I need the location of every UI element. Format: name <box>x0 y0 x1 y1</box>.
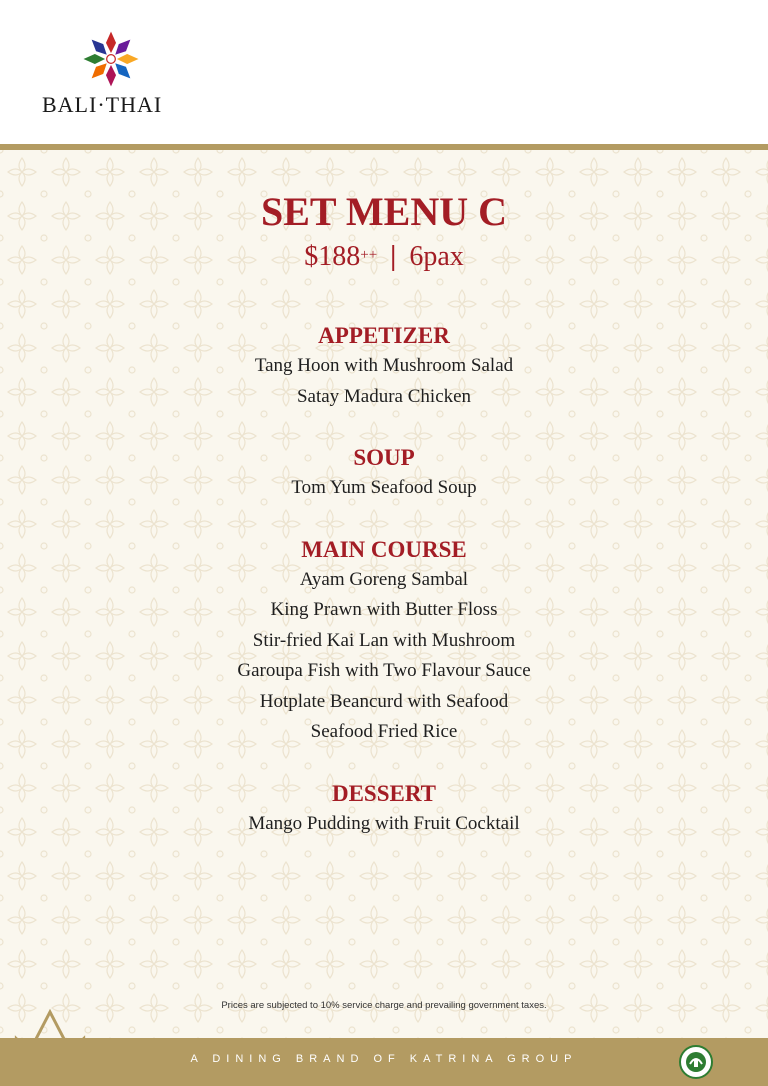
header <box>0 0 768 144</box>
section-title: MAIN COURSE <box>301 536 467 562</box>
section-dessert <box>0 779 768 840</box>
katrina-group-logo-icon <box>678 1044 714 1080</box>
price-suffix: ++ <box>360 247 378 263</box>
brand-name: BALI·THAI <box>42 92 163 117</box>
menu-title: SET MENU C <box>261 189 507 234</box>
dish-item: Seafood Fried Rice <box>310 721 458 742</box>
dish-item: Satay Madura Chicken <box>296 385 472 407</box>
dish-item: Hotplate Beancurd with Seafood <box>259 690 509 712</box>
bali-thai-flower-logo-icon <box>80 28 142 90</box>
price-value: $188 <box>304 241 361 272</box>
section-appetizer <box>0 321 768 412</box>
dish-item: Tom Yum Seafood Soup <box>291 477 477 498</box>
price-disclaimer: Prices are subjected to 10% service charge and prevailing government taxes. <box>221 1000 547 1011</box>
dish-item: Garoupa Fish with Two Flavour Sauce <box>237 660 531 681</box>
dish-item: King Prawn with Butter Floss <box>270 599 498 620</box>
pax-count: 6pax <box>409 241 464 272</box>
logo-petal <box>82 53 106 64</box>
footer-tagline: A DINING BRAND OF KATRINA GROUP <box>190 1053 578 1065</box>
dish-item: Ayam Goreng Sambal <box>299 568 469 590</box>
decoration-petal <box>0 1025 58 1038</box>
section-soup <box>0 443 768 504</box>
menu-content <box>0 190 768 839</box>
section-title: APPETIZER <box>318 323 450 348</box>
logo-petal <box>105 30 116 54</box>
dish-item: Tang Hoon with Mushroom Salad <box>254 355 514 376</box>
section-title: SOUP <box>353 445 415 470</box>
logo-petal <box>105 64 116 88</box>
footer <box>0 1038 768 1086</box>
menu-price <box>0 240 768 274</box>
dish-item: Mango Pudding with Fruit Cocktail <box>248 812 520 834</box>
decoration-petal <box>24 1012 76 1038</box>
dish-item: Stir-fried Kai Lan with Mushroom <box>252 629 516 651</box>
price-separator: | <box>390 241 397 272</box>
section-main-course <box>0 535 768 748</box>
section-title: DESSERT <box>331 780 437 806</box>
logo-petal <box>116 53 140 64</box>
